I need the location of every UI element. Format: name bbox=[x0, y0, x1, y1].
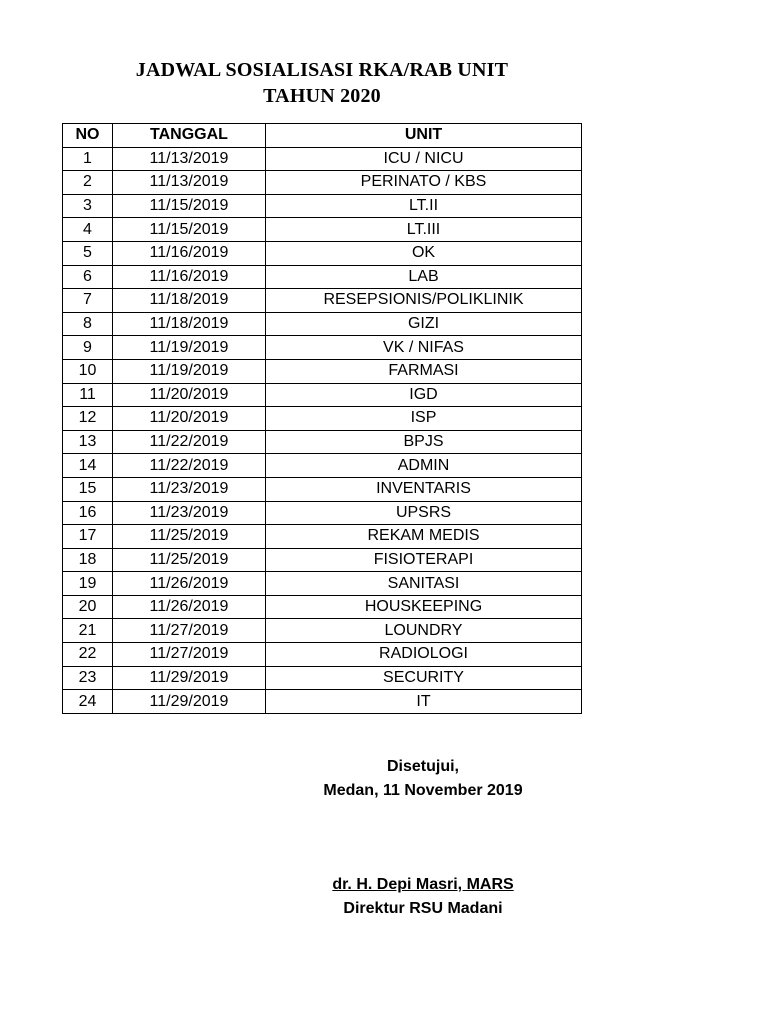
cell-unit: REKAM MEDIS bbox=[266, 525, 582, 549]
cell-unit: ICU / NICU bbox=[266, 147, 582, 171]
cell-no: 23 bbox=[63, 666, 113, 690]
cell-unit: RESEPSIONIS/POLIKLINIK bbox=[266, 289, 582, 313]
cell-tanggal: 11/16/2019 bbox=[113, 265, 266, 289]
cell-unit: INVENTARIS bbox=[266, 477, 582, 501]
cell-no: 12 bbox=[63, 407, 113, 431]
cell-tanggal: 11/13/2019 bbox=[113, 171, 266, 195]
cell-unit: UPSRS bbox=[266, 501, 582, 525]
cell-tanggal: 11/19/2019 bbox=[113, 336, 266, 360]
header-no: NO bbox=[63, 124, 113, 148]
cell-unit: FISIOTERAPI bbox=[266, 548, 582, 572]
cell-no: 7 bbox=[63, 289, 113, 313]
cell-tanggal: 11/19/2019 bbox=[113, 359, 266, 383]
cell-unit: BPJS bbox=[266, 430, 582, 454]
cell-no: 17 bbox=[63, 525, 113, 549]
cell-no: 1 bbox=[63, 147, 113, 171]
table-row bbox=[63, 336, 582, 360]
cell-unit: GIZI bbox=[266, 312, 582, 336]
cell-no: 9 bbox=[63, 336, 113, 360]
cell-tanggal: 11/26/2019 bbox=[113, 595, 266, 619]
cell-no: 2 bbox=[63, 171, 113, 195]
table-row bbox=[63, 430, 582, 454]
cell-tanggal: 11/23/2019 bbox=[113, 477, 266, 501]
cell-tanggal: 11/26/2019 bbox=[113, 572, 266, 596]
table-row bbox=[63, 619, 582, 643]
table-row bbox=[63, 383, 582, 407]
cell-tanggal: 11/25/2019 bbox=[113, 525, 266, 549]
table-header-row bbox=[63, 124, 582, 148]
table-row bbox=[63, 548, 582, 572]
table-row bbox=[63, 407, 582, 431]
cell-tanggal: 11/27/2019 bbox=[113, 619, 266, 643]
table-row bbox=[63, 147, 582, 171]
cell-tanggal: 11/27/2019 bbox=[113, 643, 266, 667]
cell-tanggal: 11/18/2019 bbox=[113, 312, 266, 336]
document-title: JADWAL SOSIALISASI RKA/RAB UNIT bbox=[135, 59, 509, 81]
cell-unit: VK / NIFAS bbox=[266, 336, 582, 360]
cell-no: 14 bbox=[63, 454, 113, 478]
cell-unit: LOUNDRY bbox=[266, 619, 582, 643]
cell-tanggal: 11/29/2019 bbox=[113, 690, 266, 714]
cell-no: 19 bbox=[63, 572, 113, 596]
table-body bbox=[63, 147, 582, 713]
cell-tanggal: 11/25/2019 bbox=[113, 548, 266, 572]
table-row bbox=[63, 312, 582, 336]
cell-no: 16 bbox=[63, 501, 113, 525]
cell-no: 18 bbox=[63, 548, 113, 572]
cell-no: 13 bbox=[63, 430, 113, 454]
cell-tanggal: 11/15/2019 bbox=[113, 218, 266, 242]
table-row bbox=[63, 572, 582, 596]
cell-unit: IGD bbox=[266, 383, 582, 407]
table-row bbox=[63, 666, 582, 690]
cell-no: 5 bbox=[63, 241, 113, 265]
cell-tanggal: 11/23/2019 bbox=[113, 501, 266, 525]
header-tanggal: TANGGAL bbox=[113, 124, 266, 148]
table-row bbox=[63, 218, 582, 242]
signatory-role: Direktur RSU Madani bbox=[343, 900, 503, 917]
signatory-name: dr. H. Depi Masri, MARS bbox=[332, 876, 514, 893]
cell-unit: PERINATO / KBS bbox=[266, 171, 582, 195]
cell-unit: SANITASI bbox=[266, 572, 582, 596]
cell-unit: HOUSKEEPING bbox=[266, 595, 582, 619]
cell-tanggal: 11/18/2019 bbox=[113, 289, 266, 313]
place-date: Medan, 11 November 2019 bbox=[323, 782, 523, 799]
table-row bbox=[63, 501, 582, 525]
cell-unit: LAB bbox=[266, 265, 582, 289]
approval-label: Disetujui, bbox=[386, 758, 459, 775]
cell-no: 24 bbox=[63, 690, 113, 714]
cell-no: 11 bbox=[63, 383, 113, 407]
cell-tanggal: 11/20/2019 bbox=[113, 407, 266, 431]
cell-no: 3 bbox=[63, 194, 113, 218]
cell-no: 10 bbox=[63, 359, 113, 383]
cell-unit: RADIOLOGI bbox=[266, 643, 582, 667]
cell-unit: IT bbox=[266, 690, 582, 714]
cell-unit: SECURITY bbox=[266, 666, 582, 690]
table-row bbox=[63, 595, 582, 619]
document-subtitle-year: TAHUN 2020 bbox=[263, 85, 381, 107]
header-unit: UNIT bbox=[266, 124, 582, 148]
table-row bbox=[63, 359, 582, 383]
cell-unit: OK bbox=[266, 241, 582, 265]
cell-no: 20 bbox=[63, 595, 113, 619]
table-row bbox=[63, 289, 582, 313]
table-row bbox=[63, 525, 582, 549]
cell-unit: LT.III bbox=[266, 218, 582, 242]
table-row bbox=[63, 477, 582, 501]
cell-unit: LT.II bbox=[266, 194, 582, 218]
table-row bbox=[63, 690, 582, 714]
cell-no: 22 bbox=[63, 643, 113, 667]
cell-unit: FARMASI bbox=[266, 359, 582, 383]
cell-tanggal: 11/29/2019 bbox=[113, 666, 266, 690]
cell-tanggal: 11/15/2019 bbox=[113, 194, 266, 218]
cell-no: 8 bbox=[63, 312, 113, 336]
cell-tanggal: 11/22/2019 bbox=[113, 430, 266, 454]
table-row bbox=[63, 454, 582, 478]
cell-tanggal: 11/22/2019 bbox=[113, 454, 266, 478]
cell-unit: ISP bbox=[266, 407, 582, 431]
schedule-table bbox=[62, 123, 582, 714]
cell-unit: ADMIN bbox=[266, 454, 582, 478]
cell-tanggal: 11/13/2019 bbox=[113, 147, 266, 171]
table-row bbox=[63, 171, 582, 195]
cell-no: 6 bbox=[63, 265, 113, 289]
table-row bbox=[63, 241, 582, 265]
cell-no: 4 bbox=[63, 218, 113, 242]
table-row bbox=[63, 643, 582, 667]
cell-no: 21 bbox=[63, 619, 113, 643]
cell-no: 15 bbox=[63, 477, 113, 501]
cell-tanggal: 11/20/2019 bbox=[113, 383, 266, 407]
table-row bbox=[63, 265, 582, 289]
cell-tanggal: 11/16/2019 bbox=[113, 241, 266, 265]
table-row bbox=[63, 194, 582, 218]
